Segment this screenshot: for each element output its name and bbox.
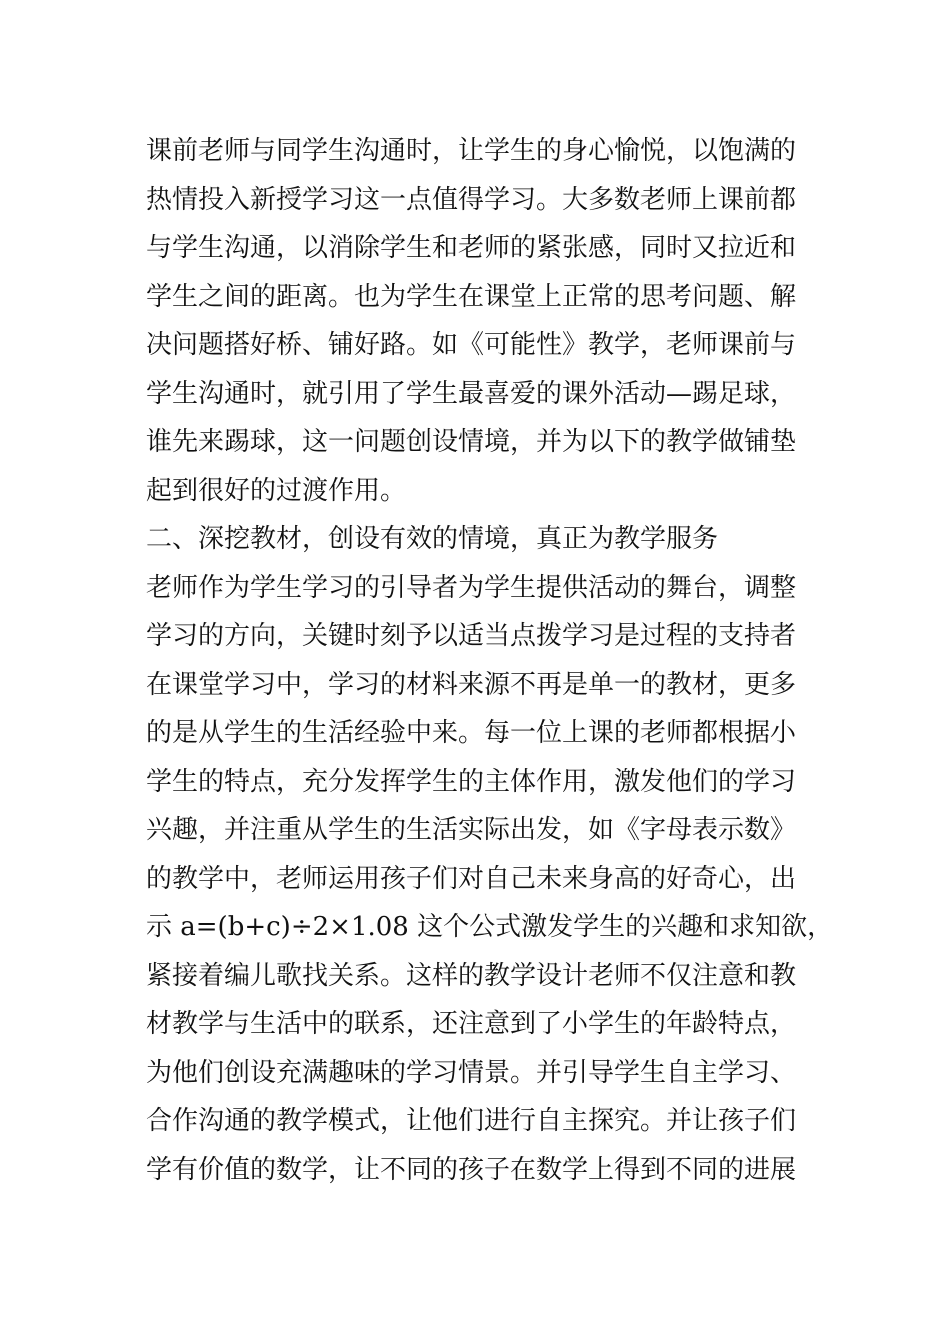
text-line: 学生之间的距离。也为学生在课堂上正常的思考问题、解 — [146, 281, 797, 312]
text-line: 的是从学生的生活经验中来。每一位上课的老师都根据小 — [146, 718, 797, 748]
body-text — [146, 127, 834, 1194]
text-line: 课前老师与同学生沟通时，让学生的身心愉悦，以饱满的 — [146, 136, 797, 166]
text-line: 与学生沟通，以消除学生和老师的紧张感，同时又拉近和 — [146, 233, 797, 263]
text-line: 合作沟通的教学模式，让他们进行自主探究。并让孩子们 — [146, 1106, 797, 1136]
text-line: 材教学与生活中的联系，还注意到了小学生的年龄特点， — [146, 1009, 797, 1039]
text-line: 学有价值的数学，让不同的孩子在数学上得到不同的进展 — [146, 1154, 797, 1185]
text-line: 紧接着编儿歌找关系。这样的教学设计老师不仅注意和教 — [146, 960, 797, 991]
text-line: 热情投入新授学习这一点值得学习。大多数老师上课前都 — [146, 184, 797, 215]
text-line: 的教学中，老师运用孩子们对自己未来身高的好奇心，出 — [146, 863, 797, 894]
text-line: 兴趣，并注重从学生的生活实际出发，如《字母表示数》 — [146, 815, 797, 845]
text-line: 学习的方向，关键时刻予以适当点拨学习是过程的支持者 — [146, 621, 797, 651]
text-line: 为他们创设充满趣味的学习情景。并引导学生自主学习、 — [146, 1057, 797, 1088]
text-line: 谁先来踢球，这一问题创设情境，并为以下的教学做铺垫 — [146, 427, 797, 457]
text-line: 学生的特点，充分发挥学生的主体作用，激发他们的学习 — [146, 766, 797, 797]
text-line: 示 a=(b+c)÷2×1.08 这个公式激发学生的兴趣和求知欲， — [146, 912, 834, 942]
text-line: 起到很好的过渡作用。 — [146, 475, 407, 506]
text-line: 决问题搭好桥、铺好路。如《可能性》教学，老师课前与 — [146, 330, 797, 360]
text-line: 老师作为学生学习的引导者为学生提供活动的舞台，调整 — [146, 572, 797, 603]
section-heading: 二、深挖教材，创设有效的情境，真正为教学服务 — [146, 524, 719, 554]
text-line: 学生沟通时，就引用了学生最喜爱的课外活动—踢足球， — [146, 378, 797, 409]
text-line: 在课堂学习中，学习的材料来源不再是单一的教材，更多 — [146, 669, 797, 700]
